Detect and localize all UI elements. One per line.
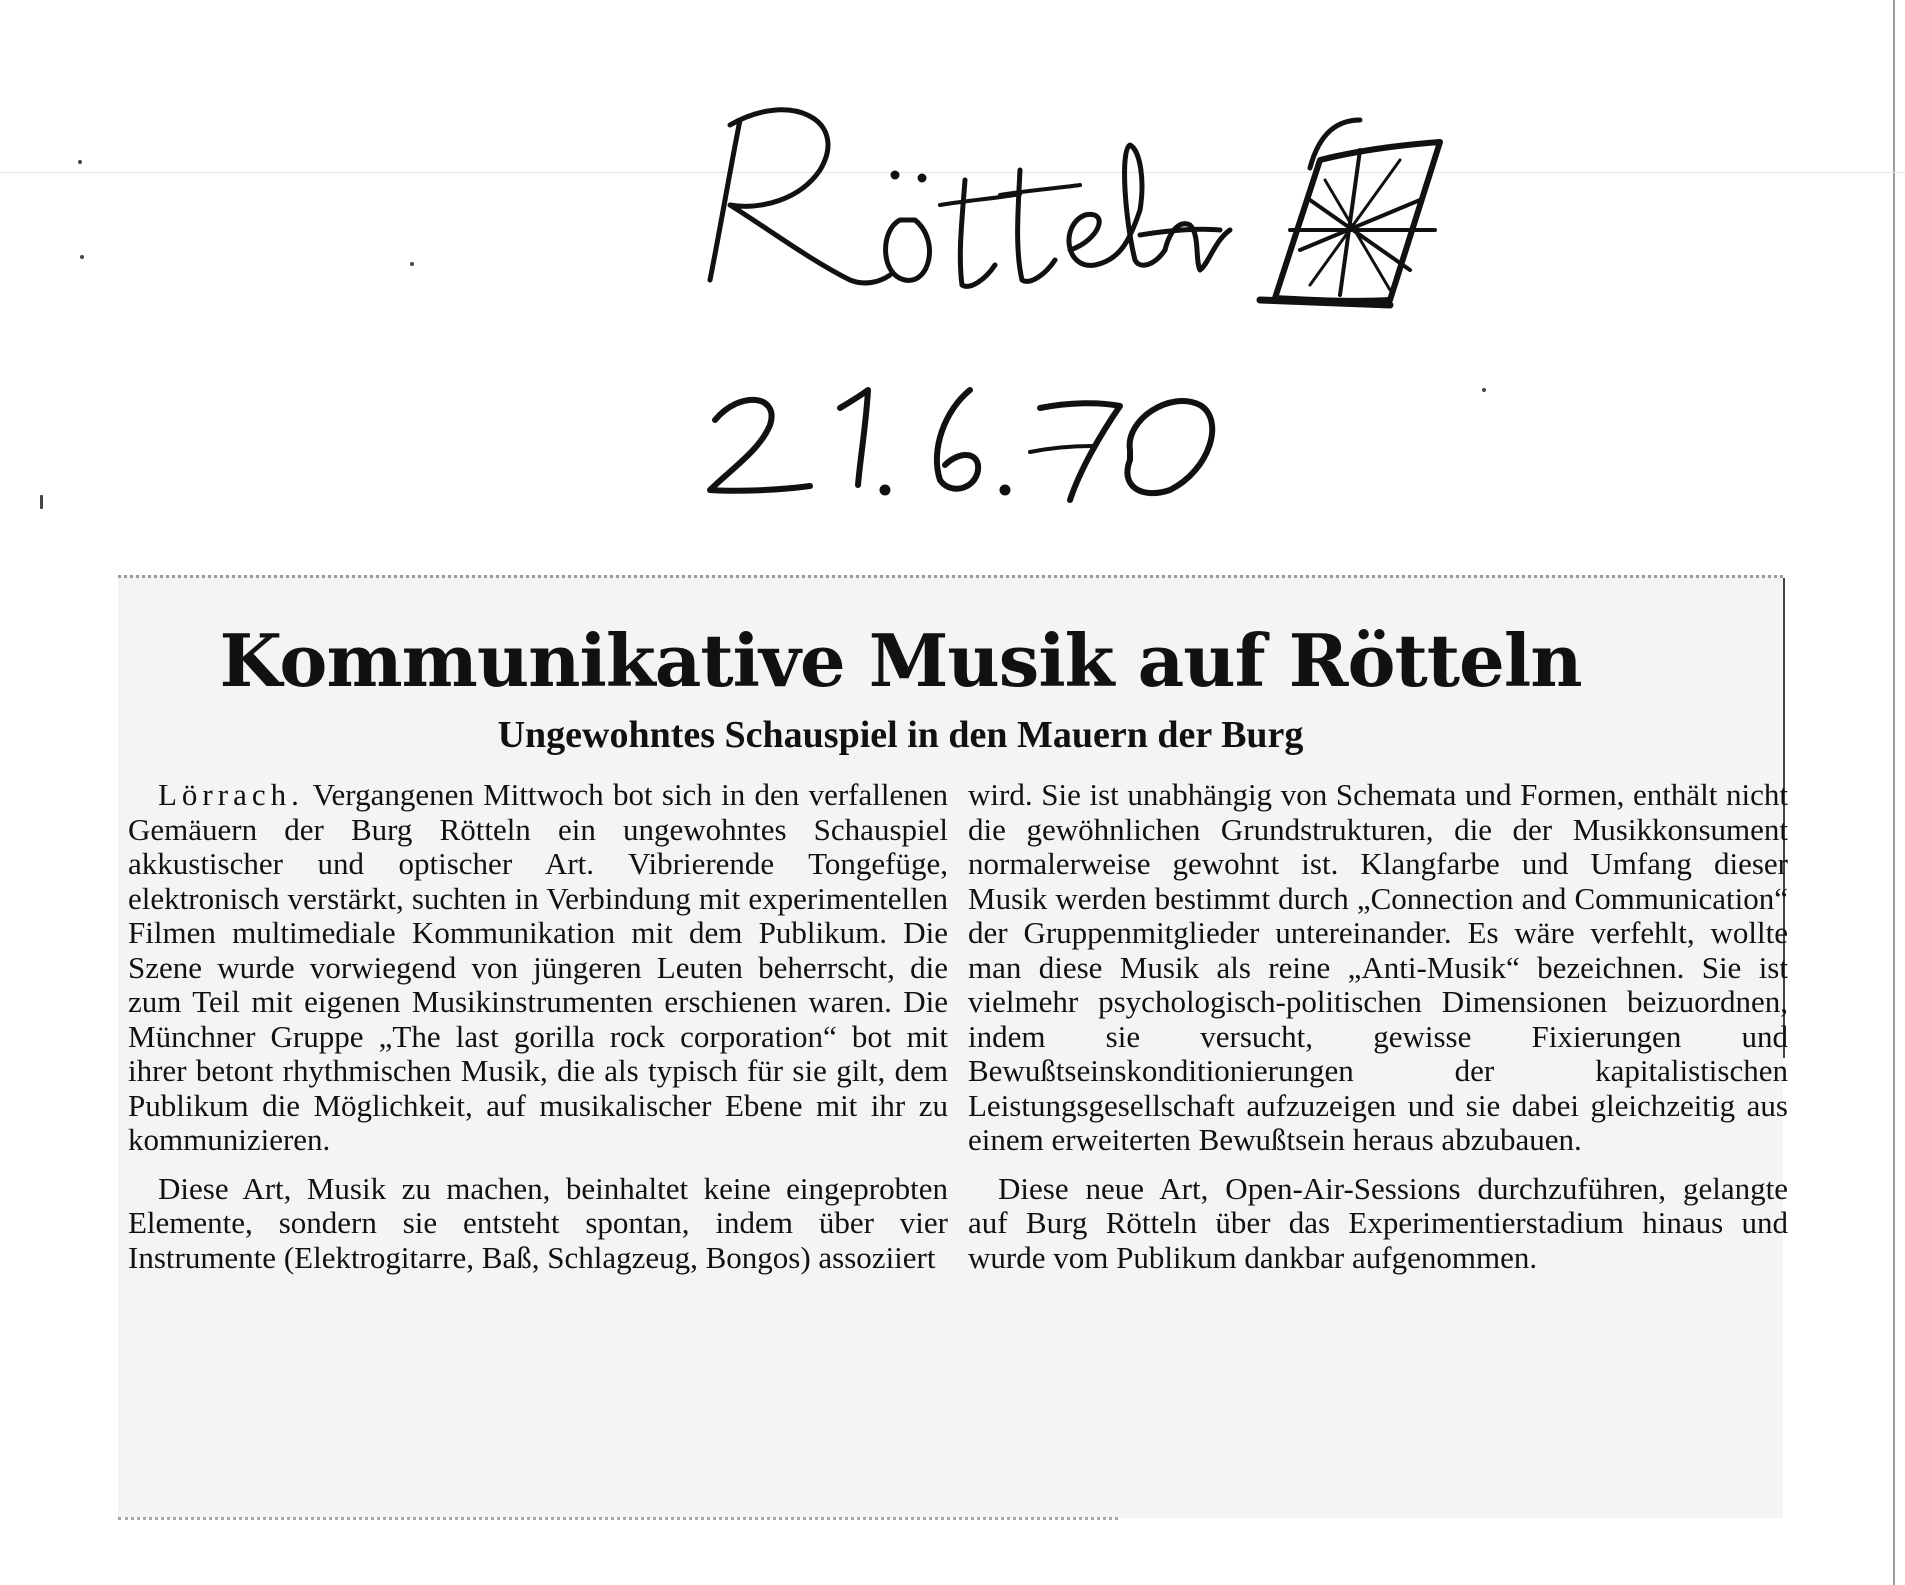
article-paragraph <box>128 778 948 1158</box>
speck <box>80 255 84 259</box>
article-headline: Kommunikative Musik auf Rötteln <box>219 618 1582 703</box>
handwritten-annotation <box>700 90 1600 550</box>
clipping-bottom-edge <box>118 1517 1118 1524</box>
article-column-left <box>128 778 948 1275</box>
article-subheadline: Ungewohntes Schauspiel in den Mauern der Burg <box>497 714 1304 756</box>
paragraph-text: Vergangenen Mittwoch bot sich in den verfallenen Gemäuern der Burg Rötteln ein ungewohntes Schauspiel akkustischer und optischer Art. Vibrierende Tongefüge, elektronisch verstärkt, suchten in Verbindung mit experimentellen Filmen multimediale Kommunikation mit dem Publikum. Die Szene wurde vorwiegend von jüngeren Leuten beherrscht, die zum Teil mit eigenen Musikinstrumenten erschienen waren. Die Münchner Gruppe „The last gorilla rock corporation“ bot mit ihrer betont rhythmischen Musik, die als typisch für sie gilt, dem Publikum die Möglichkeit, auf musikalischer Ebene mit ihr zu kommunizieren. <box>128 777 948 1157</box>
article-paragraph: wird. Sie ist unabhängig von Schemata und Formen, enthält nicht die gewöhnlichen Grundstrukturen, die der Musikkonsument normalerweise gewohnt ist. Klangfarbe und Umfang dieser Musik werden bestimmt durch „Connection and Communication“ der Gruppenmitglieder untereinander. Es wäre verfehlt, wollte man diese Musik als reine „Anti-Musik“ bezeichnen. Sie ist vielmehr psychologisch-politischen Dimensionen beizuordnen, indem sie versucht, gewisse Fixierungen und Bewußtseinskonditionierungen der kapitalistischen Leistungsgesellschaft aufzuzeigen und sie dabei gleichzeitig aus einem erweiterten Bewußtsein heraus abzubauen. <box>968 777 1788 1157</box>
speck <box>410 262 414 266</box>
speck <box>78 160 82 164</box>
speck <box>40 495 43 509</box>
newspaper-clipping <box>118 575 1788 1518</box>
article-column-right <box>968 778 1788 1289</box>
page-edge <box>1893 0 1895 1585</box>
article-paragraph: Diese Art, Musik zu machen, beinhaltet keine eingeprobten Elemente, sondern sie entsteht spontan, indem über vier Instrumente (Elektrogitarre, Baß, Schlagzeug, Bongos) assoziiert <box>128 1170 948 1275</box>
article-paragraph: Diese neue Art, Open-Air-Sessions durchzuführen, gelangte auf Burg Rötteln über das Experimentierstadium hinaus und wurde vom Publikum dankbar aufgenommen. <box>968 1170 1788 1275</box>
article-dateline: Lörrach. <box>158 777 304 812</box>
